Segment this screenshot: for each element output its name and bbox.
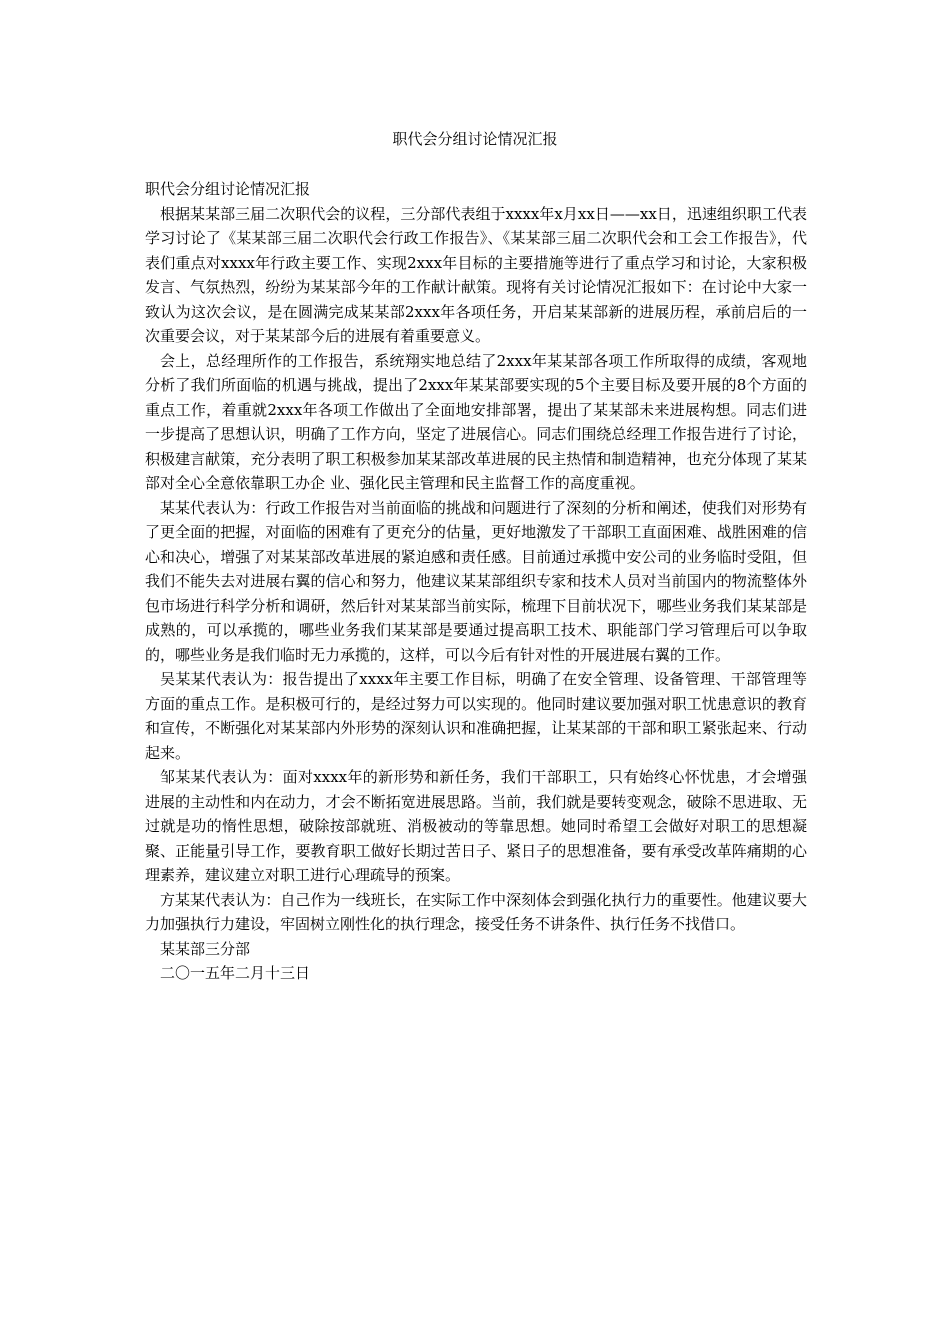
paragraph-delegate-fang: 方某某代表认为：自己作为一线班长，在实际工作中深刻体会到强化执行力的重要性。他建议要大力加强执行力建设，牢固树立刚性化的执行理念，接受任务不讲条件、执行任务不找借口。 (145, 890, 807, 933)
paragraph-delegate-zou: 邹某某代表认为：面对xxxx年的新形势和新任务，我们干部职工，只有始终心怀忧患，才会增强进展的主动性和内在动力，才会不断拓宽进展思路。当前，我们就是要转变观念，破除不思进取、无过就是功的惰性思想，破除按部就班、消极被动的等靠思想。她同时希望工会做好对职工的思想凝聚、正能量引导工作，要教育职工做好长期过苦日子、紧日子的思想准备，要有承受改革阵痛期的心理素养，建议建立对职工进行心理疏导的预案。 (145, 768, 807, 884)
document-body (145, 177, 807, 986)
paragraph-delegate-wu: 吴某某代表认为：报告提出了xxxx年主要工作目标，明确了在安全管理、设备管理、干部管理等方面的重点工作。是积极可行的，是经过努力可以实现的。他同时建议要加强对职工忧患意识的教育和宣传，不断强化对某某部内外形势的深刻认识和准确把握，让某某部的干部和职工紧张起来、行动起来。 (145, 670, 807, 762)
document-heading: 职代会分组讨论情况汇报 (145, 180, 311, 198)
paragraph-delegate-1: 某某代表认为：行政工作报告对当前面临的挑战和问题进行了深刻的分析和阐述，使我们对形势有了更全面的把握，对面临的困难有了更充分的估量，更好地激发了干部职工直面困难、战胜困难的信心和决心，增强了对某某部改革进展的紧迫感和责任感。目前通过承揽中安公司的业务临时受阻，但我们不能失去对进展右翼的信心和努力，他建议某某部组织专家和技术人员对当前国内的物流整体外包市场进行科学分析和调研，然后针对某某部当前实际，梳理下目前状况下，哪些业务我们某某部是成熟的，可以承揽的，哪些业务我们某某部是要通过提高职工技术、职能部门学习管理后可以争取的，哪些业务是我们临时无力承揽的，这样，可以今后有针对性的开展进展右翼的工作。 (145, 498, 807, 664)
document-title: 职代会分组讨论情况汇报 (392, 130, 558, 148)
signature-org: 某某部三分部 (160, 939, 251, 958)
paragraph-report-summary: 会上，总经理所作的工作报告，系统翔实地总结了2xxx年某某部各项工作所取得的成绩，客观地分析了我们所面临的机遇与挑战，提出了2xxx年某某部要实现的5个主要目标及要开展的8个方面的重点工作，着重就2xxx年各项工作做出了全面地安排部署，提出了某某部未来进展构想。同志们进一步提高了思想认识，明确了工作方向，坚定了进展信心。同志们围绕总经理工作报告进行了讨论，积极建言献策，充分表明了职工积极参加某某部改革进展的民主热情和制造精神，也充分体现了某某部对全心全意依靠职工办企 业、强化民主管理和民主监督工作的高度重视。 (145, 351, 807, 492)
paragraph-intro: 根据某某部三届二次职代会的议程，三分部代表组于xxxx年x月xx日——xx日，迅速组织职工代表学习讨论了《某某部三届二次职代会行政工作报告》、《某某部三届二次职代会和工会工作报告》，代表们重点对xxxx年行政主要工作、实现2xxx年目标的主要措施等进行了重点学习和讨论，大家积极发言、气氛热烈，纷纷为某某部今年的工作献计献策。现将有关讨论情况汇报如下：在讨论中大家一致认为这次会议，是在圆满完成某某部2xxx年各项任务，开启某某部新的进展历程，承前启后的一次重要会议，对于某某部今后的进展有着重要意义。 (145, 204, 807, 345)
signature-date: 二〇一五年二月十三日 (160, 964, 311, 982)
